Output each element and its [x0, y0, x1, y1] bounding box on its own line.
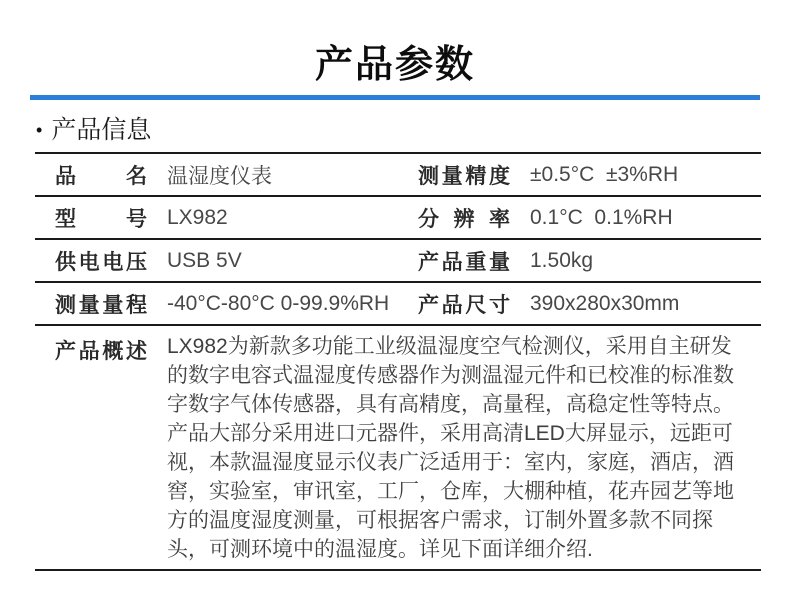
- spec-label: 测量量程: [55, 293, 147, 317]
- spec-cell-range: [35, 289, 418, 319]
- spec-value: 390x280x30mm: [530, 291, 680, 315]
- spec-cell-weight: [418, 246, 761, 276]
- spec-row-voltage-weight: [35, 240, 761, 283]
- overview-label: 产品概述: [55, 340, 147, 363]
- spec-label: 产品尺寸: [418, 293, 510, 317]
- spec-cell-accuracy: [418, 160, 761, 190]
- spec-cell-resolution: [418, 203, 761, 233]
- bullet-icon: •: [36, 120, 43, 140]
- spec-cell-product-name: [35, 160, 418, 190]
- spec-row-range-size: [35, 283, 761, 326]
- spec-cell-model: [35, 203, 418, 233]
- overview-row: [35, 326, 761, 571]
- spec-value: 0.1°C 0.1%RH: [530, 205, 673, 229]
- spec-label: 产品重量: [418, 250, 510, 274]
- spec-cell-size: [418, 289, 761, 319]
- title-divider: [30, 95, 760, 100]
- spec-value: ±0.5°C ±3%RH: [530, 162, 679, 186]
- spec-value: 温湿度仪表: [167, 164, 272, 188]
- spec-row-name-accuracy: [35, 154, 761, 197]
- spec-row-model-resolution: [35, 197, 761, 240]
- spec-value: 1.50kg: [530, 248, 594, 272]
- spec-value: USB 5V: [167, 248, 242, 272]
- overview-text: LX982为新款多功能工业级温湿度空气检测仪，采用自主研发的数字电容式温湿度传感器作为测温湿元件和已校准的标准数字数字气体传感器，具有高精度，高量程，高稳定性等特点。产品大部分采用进口元器件，采用高清LED大屏显示，远距可视，本款温湿度显示仪表广泛适用于：室内，家庭，酒店，酒窖，实验室，审讯室，工厂，仓库，大棚种植，花卉园艺等地方的温度湿度测量，可根据客户需求，订制外置多款不同探头，可测环境中的温湿度。详见下面详细介绍.: [167, 335, 734, 561]
- spec-label: 型号: [55, 207, 147, 231]
- spec-value: -40°C-80°C 0-99.9%RH: [167, 291, 390, 315]
- section-heading: [36, 114, 790, 146]
- spec-cell-voltage: [35, 246, 418, 276]
- spec-label: 测量精度: [418, 164, 510, 188]
- page-title: 产品参数: [314, 44, 475, 86]
- spec-label: 品名: [55, 164, 147, 188]
- spec-value: LX982: [167, 205, 228, 229]
- spec-label: 分辨率: [418, 207, 510, 231]
- section-heading-label: 产品信息: [51, 116, 152, 144]
- spec-table: [35, 152, 761, 571]
- spec-label: 供电电压: [55, 250, 147, 274]
